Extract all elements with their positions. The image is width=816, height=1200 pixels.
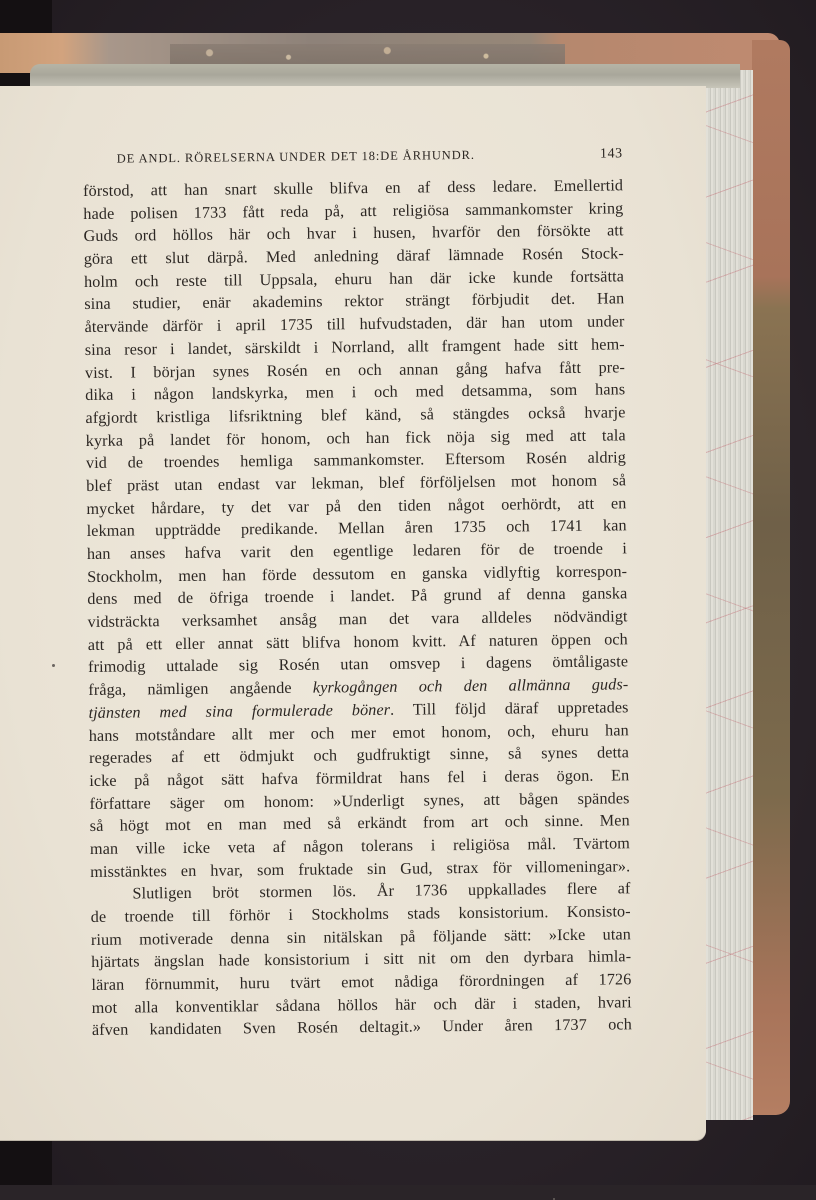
text-line: afgjordt kristliga lifsriktning blef känd, så stängdes också hvarje [85, 401, 625, 429]
book-page [0, 86, 706, 1140]
paragraph-start-line: Slutligen bröt stormen lös. År 1736 uppkallades flere af [90, 878, 630, 906]
text-line: Guds ord höllos här och hvar i husen, hvarför den försökte att [83, 220, 623, 248]
text-line: göra ett slut därpå. Med anledning däraf lämnade Rosén Stock- [84, 242, 624, 270]
text-line: regerades af ett ödmjukt och gudfruktigt sinne, så synes detta [89, 741, 629, 769]
line-roman-part: fråga, nämligen angående [88, 679, 313, 699]
text-line: hade polisen 1733 fått reda på, att religiösa sammankomster kring [83, 197, 623, 225]
text-line: rium motiverade denna sin nitälskan på följande sätt: »Icke utan [91, 923, 631, 951]
text-line: icke på något sätt hafva förmildrat hans fel i deras ögon. En [89, 764, 629, 792]
text-line: mycket hårdare, ty det var på den tiden något oerhördt, att en [86, 492, 626, 520]
text-line: så högt mot en man med så erkändt from art och sinne. Men [90, 810, 630, 838]
text-line: man ville icke veta af någon tolerans i religiösa mål. Tvärtom [90, 832, 630, 860]
text-line: blef präst utan endast var lekman, blef förföljelsen mot honom så [86, 469, 626, 497]
text-line: dens med de öfriga troende i landet. På grund af denna ganska [87, 583, 627, 611]
text-line: dika i någon landskyrka, men i och med detsamma, som hans [85, 379, 625, 407]
text-line: hjärtats ängslan hade konsistorium i sitt nit om den dyrbara himla- [91, 946, 631, 974]
text-line: läran förnummit, huru tvärt emot nådiga förordningen af 1726 [91, 968, 631, 996]
text-line: sina resor i landet, särskildt i Norrland, allt framgent hade sitt hem- [85, 333, 625, 361]
text-line: att på ett eller annat sätt blifva honom kvitt. Af naturen öppen och [88, 628, 628, 656]
text-line: återvände därför i april 1735 till hufvudstaden, där han utom under [84, 310, 624, 338]
line-italic-part: kyrkogången och den allmänna guds- [313, 675, 629, 696]
running-head [117, 146, 623, 167]
text-line: frimodig uttalade sig Rosén utan omsvep i dagens ömtåligaste [88, 651, 628, 679]
text-line: vidsträckta verksamhet ansåg man det vara alldeles nödvändigt [87, 605, 627, 633]
text-line: kyrka på landet för honom, och han fick nöja sig med att tala [86, 424, 626, 452]
top-page-edges [30, 64, 740, 88]
text-line: han anses hafva varit den egentlige ledaren för de troende i [87, 537, 627, 565]
book-cover-fore-edge [752, 40, 790, 1115]
running-head-title: DE ANDL. RÖRELSERNA UNDER DET 18:DE ÅRHUNDR. [117, 148, 475, 168]
text-line: lekman uppträdde predikande. Mellan åren 1735 och 1741 kan [87, 515, 627, 543]
book-cover-marbled-paper [170, 44, 565, 66]
text-line: de troende till förhör i Stockholms stads konsistorium. Konsisto- [91, 900, 631, 928]
page-number: 143 [600, 146, 623, 162]
line-roman-part: . Till följd däraf uppretades [390, 698, 629, 718]
text-line: vist. I början synes Rosén en och annan gång hafva fått pre- [85, 356, 625, 384]
text-line: mot alla konventiklar sådana höllos här och där i staden, hvari [92, 991, 632, 1019]
text-line: Stockholm, men han förde dessutom en ganska vidlyftig korrespon- [87, 560, 627, 588]
text-line: sina studier, enär akademins rektor strängt förbjudit det. Han [84, 288, 624, 316]
margin-mark [52, 664, 55, 667]
text-line: holm och reste till Uppsala, ehuru han där icke kunde fortsätta [84, 265, 624, 293]
line-italic-part: tjänsten med sina formulerade böner [88, 701, 390, 722]
body-text [83, 174, 632, 1042]
text-line: misstänktes en hvar, som fruktade sin Gud, strax för villomeningar». [90, 855, 630, 883]
text-line: äfven kandidaten Sven Rosén deltagit.» Under åren 1737 och [92, 1014, 632, 1042]
text-line: författare säger om honom: »Underligt synes, att bågen spändes [89, 787, 629, 815]
marbled-page-edges [703, 70, 753, 1120]
text-line: vid de troendes hemliga sammankomster. Eftersom Rosén aldrig [86, 447, 626, 475]
text-line: förstod, att han snart skulle blifva en af dess ledare. Emellertid [83, 174, 623, 202]
text-line: hans motståndare allt mer och mer emot honom, och, ehuru han [89, 719, 629, 747]
